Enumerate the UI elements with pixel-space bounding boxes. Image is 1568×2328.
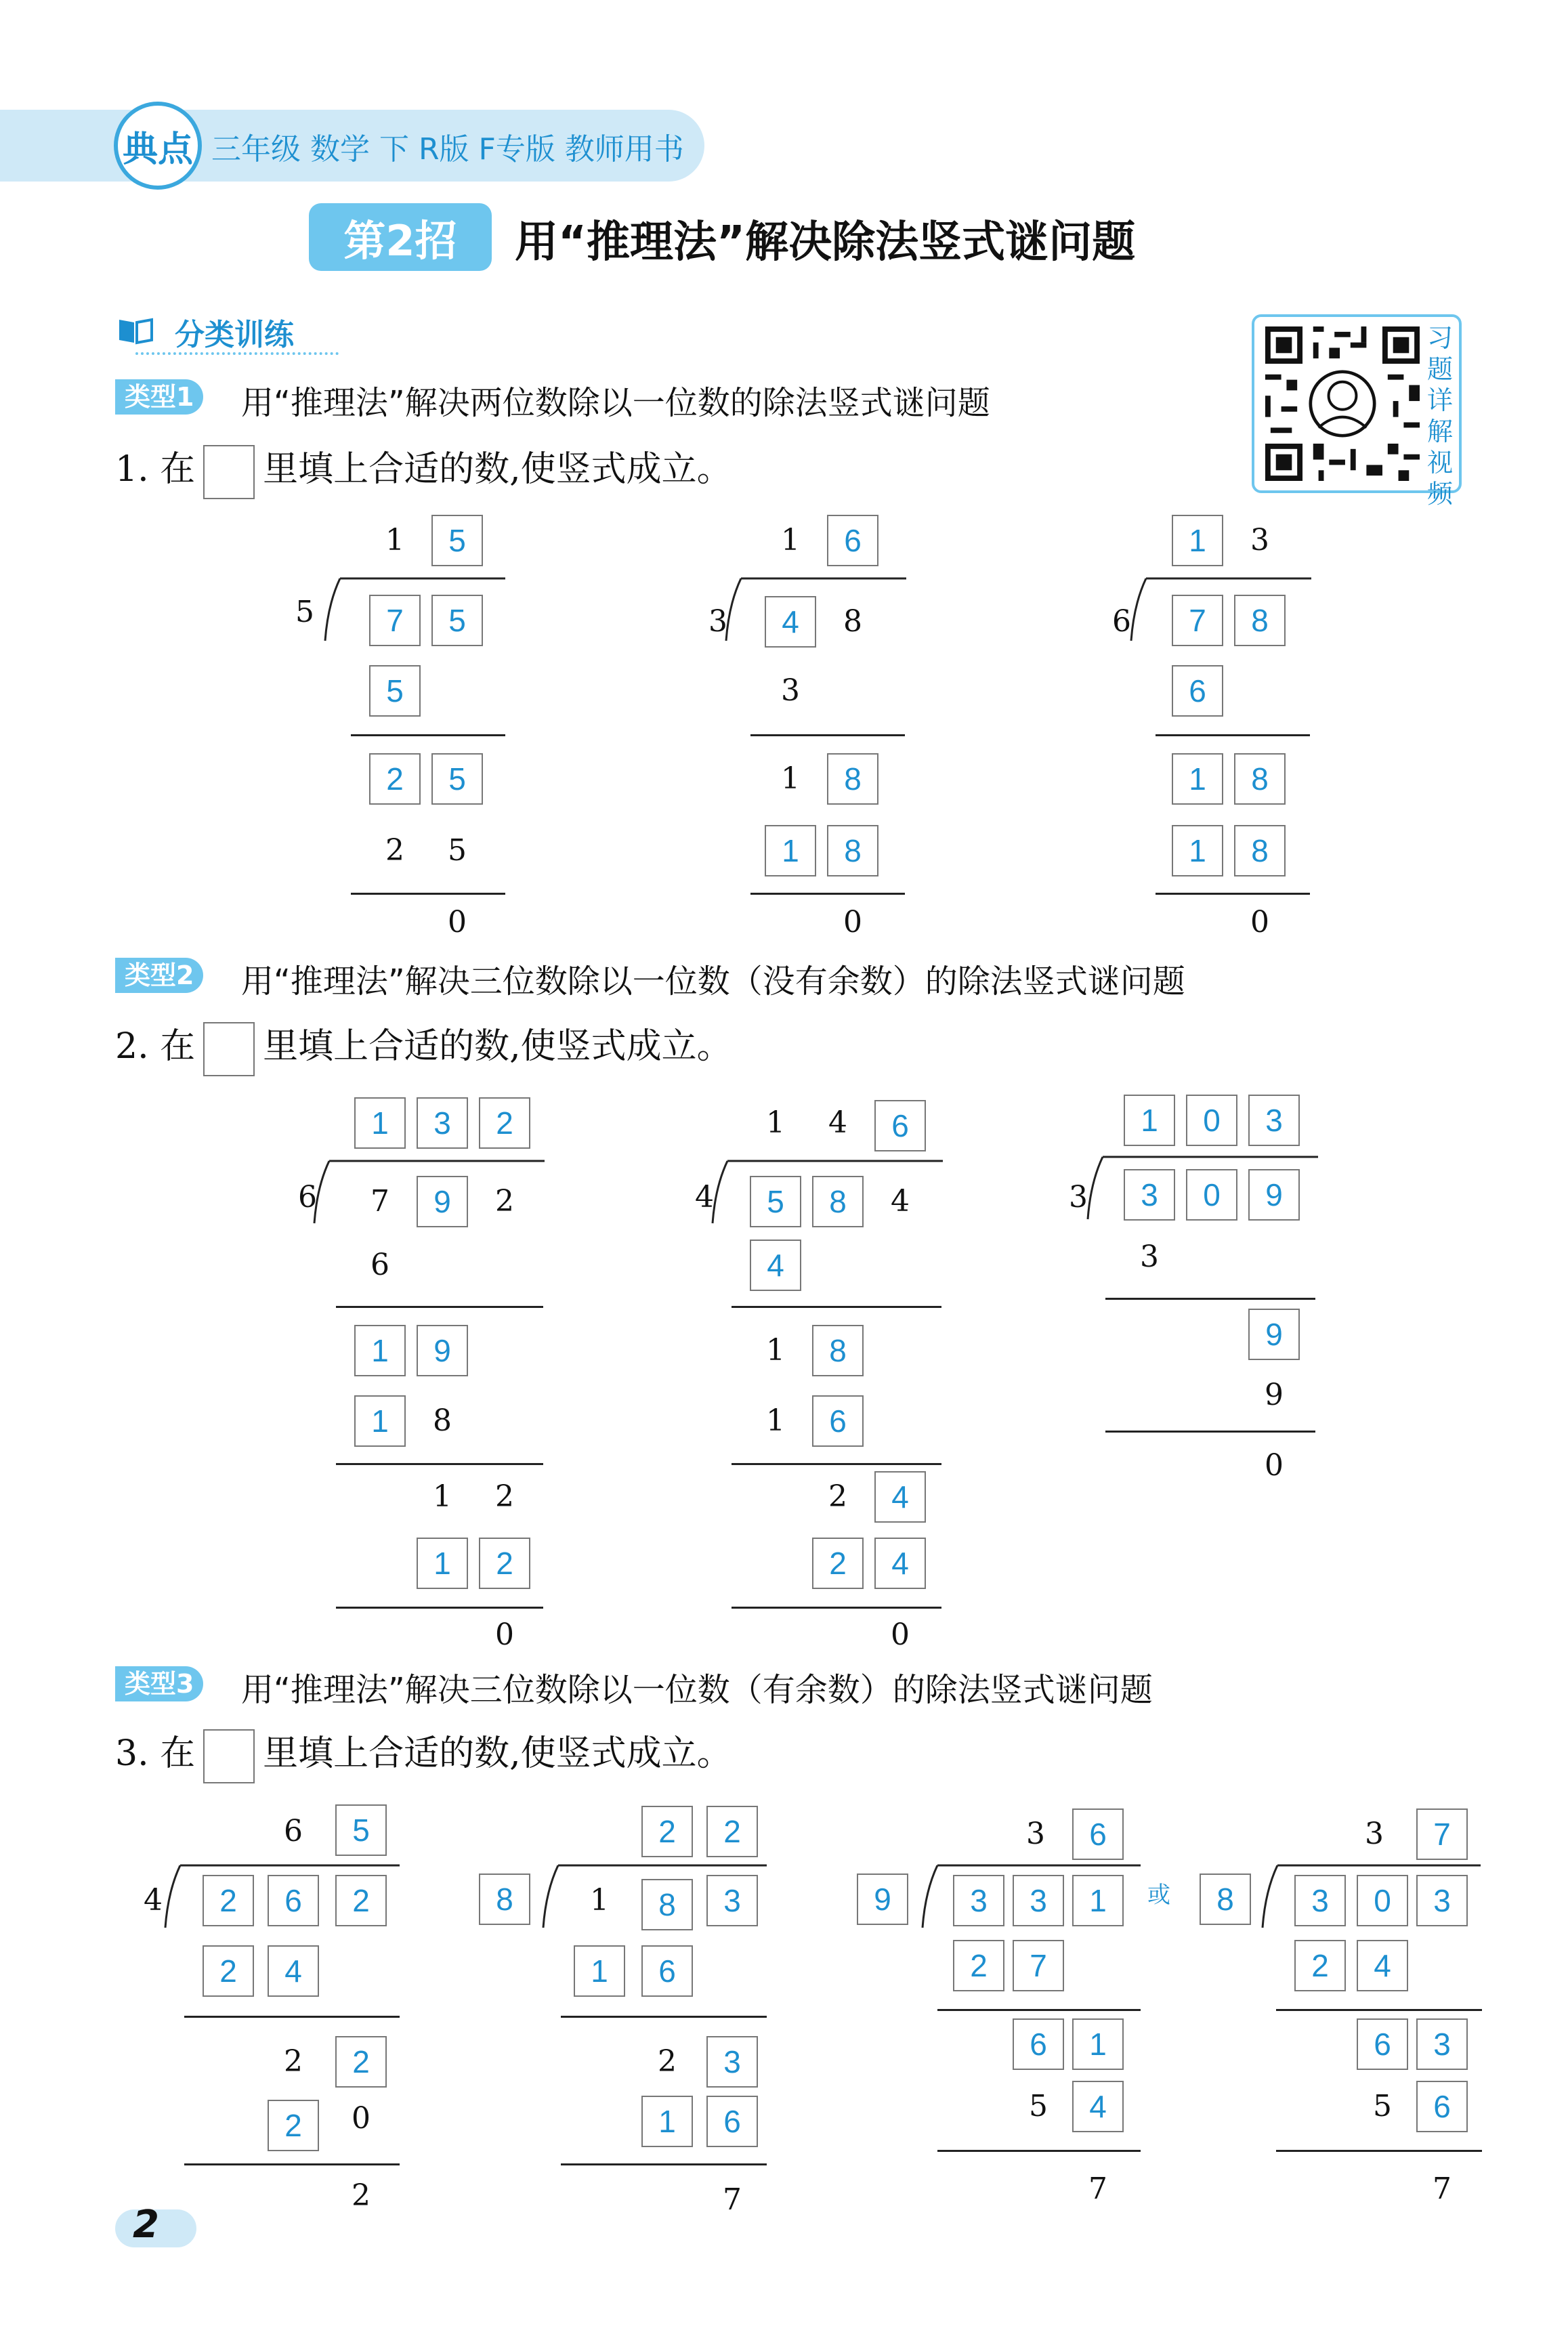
digit: 0 [495, 1617, 514, 1652]
division-line [336, 1306, 543, 1308]
digit: 2 [352, 2178, 370, 2213]
answer-box[interactable]: 4 [874, 1538, 926, 1589]
answer-box[interactable]: 6 [268, 1875, 319, 1926]
digit: 7 [370, 1184, 389, 1219]
answer-box[interactable]: 1 [765, 825, 816, 876]
title-badge-text: 第2招 [343, 215, 457, 266]
digit: 0 [352, 2101, 370, 2136]
type-title-1: 用“推理法”解决两位数除以一位数的除法竖式谜问题 [241, 384, 990, 422]
digit: 2 [495, 1479, 514, 1514]
answer-box[interactable]: 8 [827, 753, 878, 805]
answer-box[interactable]: 4 [1357, 1940, 1408, 1991]
digit: 5 [1029, 2089, 1048, 2123]
digit: 3 [1140, 1240, 1159, 1274]
answer-box[interactable]: 8 [827, 825, 878, 876]
answer-box[interactable]: 3 [1013, 1875, 1064, 1926]
digit: 2 [828, 1479, 847, 1514]
answer-box[interactable]: 3 [706, 2036, 758, 2088]
answer-box[interactable]: 2 [335, 1875, 387, 1926]
answer-box[interactable]: 3 [1124, 1169, 1175, 1221]
answer-box[interactable]: 6 [1072, 1808, 1124, 1860]
answer-box[interactable]: 2 [641, 1806, 693, 1857]
answer-box[interactable]: 2 [812, 1538, 864, 1589]
digit: 4 [695, 1180, 714, 1214]
answer-box[interactable]: 2 [479, 1538, 530, 1589]
digit: 5 [1373, 2089, 1392, 2123]
answer-box[interactable]: 1 [641, 2096, 693, 2147]
answer-box[interactable]: 3 [1416, 2018, 1468, 2070]
answer-box[interactable]: 8 [812, 1325, 864, 1376]
division-line [750, 734, 905, 736]
answer-box[interactable]: 8 [1234, 753, 1286, 805]
answer-box[interactable]: 6 [827, 515, 878, 566]
section-underline [135, 352, 339, 355]
answer-box[interactable]: 7 [1013, 1940, 1064, 1991]
digit: 4 [828, 1105, 847, 1140]
answer-box[interactable]: 2 [203, 1875, 254, 1926]
division-line [561, 2016, 767, 2018]
digit: 0 [448, 905, 467, 939]
brand-logo [114, 102, 202, 190]
digit: 0 [891, 1617, 910, 1652]
division-line [732, 1306, 941, 1308]
digit: 9 [1265, 1378, 1284, 1412]
digit: 5 [448, 833, 467, 868]
answer-box[interactable]: 8 [1234, 595, 1286, 646]
brand-logo-text: 典点 [122, 129, 193, 170]
digit: 1 [385, 523, 404, 557]
answer-box[interactable]: 1 [1072, 2018, 1124, 2070]
digit: 1 [766, 1333, 785, 1368]
answer-box[interactable]: 3 [706, 1875, 758, 1926]
digit: 7 [723, 2182, 742, 2217]
answer-box[interactable]: 2 [335, 2036, 387, 2088]
qr-code-panel[interactable] [1252, 314, 1462, 509]
division-line [351, 734, 505, 736]
digit: 1 [781, 761, 800, 796]
division-line [351, 893, 505, 895]
page-title: 用“推理法”解决除法竖式谜问题 [515, 217, 1136, 268]
answer-box[interactable]: 5 [431, 515, 483, 566]
answer-box[interactable]: 1 [574, 1945, 625, 1997]
digit: 8 [433, 1403, 452, 1438]
division-line [184, 2016, 400, 2018]
answer-box[interactable]: 6 [641, 1945, 693, 1997]
answer-box[interactable]: 5 [431, 595, 483, 646]
answer-box[interactable]: 4 [874, 1471, 926, 1523]
division-line [184, 2163, 400, 2165]
question-1-prefix: 1. 在 [115, 449, 196, 490]
answer-box[interactable]: 4 [1072, 2081, 1124, 2132]
digit: 7 [1088, 2172, 1107, 2206]
answer-box[interactable]: 1 [1172, 515, 1223, 566]
type-badge-1: 类型1 [115, 379, 203, 415]
division-line [336, 1607, 543, 1609]
digit: 1 [766, 1403, 785, 1438]
answer-box[interactable]: 5 [369, 665, 421, 717]
answer-box[interactable]: 9 [857, 1874, 908, 1925]
answer-box[interactable]: 0 [1186, 1169, 1237, 1221]
division-line [1105, 1298, 1315, 1300]
answer-box[interactable]: 8 [812, 1176, 864, 1227]
digit: 3 [1365, 1817, 1384, 1851]
division-line [937, 2009, 1141, 2011]
answer-box[interactable]: 6 [1357, 2018, 1408, 2070]
division-line [1105, 1431, 1315, 1433]
answer-box[interactable]: 8 [1200, 1874, 1251, 1925]
digit: 3 [1250, 523, 1269, 557]
digit: 2 [385, 833, 404, 868]
division-line [937, 2150, 1141, 2152]
answer-box[interactable]: 9 [1248, 1309, 1300, 1360]
answer-box[interactable]: 0 [1357, 1875, 1408, 1926]
digit: 2 [495, 1184, 514, 1219]
digit: 5 [295, 595, 314, 629]
header-text: 三年级 数学 下 R版 F专版 教师用书 [211, 132, 684, 167]
type-badge-2: 类型2 [115, 958, 203, 993]
question-2-prefix: 2. 在 [115, 1026, 196, 1067]
answer-box-sample [203, 445, 255, 499]
answer-box[interactable]: 8 [479, 1874, 530, 1925]
digit: 6 [298, 1180, 317, 1214]
answer-box[interactable]: 3 [953, 1875, 1004, 1926]
digit: 3 [781, 673, 800, 708]
answer-box[interactable]: 7 [1416, 1808, 1468, 1860]
book-icon [116, 316, 154, 345]
answer-box[interactable]: 3 [1248, 1095, 1300, 1146]
answer-box[interactable]: 1 [354, 1325, 406, 1376]
section-label: 分类训练 [175, 318, 294, 352]
answer-box[interactable]: 2 [268, 2100, 319, 2151]
question-3 [115, 1724, 732, 1783]
digit: 3 [1026, 1817, 1045, 1851]
digit: 7 [1433, 2172, 1452, 2206]
qr-caption: 习题详解视频 [1426, 323, 1453, 509]
type-title-2: 用“推理法”解决三位数除以一位数（没有余数）的除法竖式谜问题 [241, 962, 1185, 1000]
type-badge-3: 类型3 [115, 1666, 203, 1701]
answer-box[interactable]: 6 [1416, 2081, 1468, 2132]
division-line [732, 1463, 941, 1465]
answer-box[interactable]: 4 [268, 1945, 319, 1997]
page-number: 2 [133, 2203, 159, 2247]
division-line [1156, 734, 1310, 736]
division-line [1156, 893, 1310, 895]
division-line [732, 1607, 941, 1609]
answer-box[interactable]: 3 [1416, 1875, 1468, 1926]
digit: 0 [1265, 1448, 1284, 1483]
answer-box[interactable]: 2 [479, 1097, 530, 1149]
question-3-suffix: 里填上合适的数,使竖式成立。 [263, 1733, 732, 1774]
answer-box[interactable]: 0 [1186, 1095, 1237, 1146]
answer-box[interactable]: 1 [354, 1097, 406, 1149]
answer-box[interactable]: 9 [1248, 1169, 1300, 1221]
question-3-prefix: 3. 在 [115, 1733, 196, 1774]
answer-box[interactable]: 3 [417, 1097, 468, 1149]
answer-box[interactable]: 5 [431, 753, 483, 805]
answer-box[interactable]: 9 [417, 1325, 468, 1376]
digit: 1 [781, 523, 800, 557]
digit: 3 [1069, 1180, 1088, 1214]
answer-box[interactable]: 1 [417, 1538, 468, 1589]
question-2-suffix: 里填上合适的数,使竖式成立。 [263, 1026, 732, 1067]
answer-box[interactable]: 1 [354, 1395, 406, 1447]
digit: 8 [843, 604, 862, 639]
question-1-suffix: 里填上合适的数,使竖式成立。 [263, 449, 732, 490]
division-line [750, 893, 905, 895]
answer-box[interactable]: 1 [1072, 1875, 1124, 1926]
answer-box[interactable]: 2 [203, 1945, 254, 1997]
title-badge [309, 203, 492, 271]
digit: 2 [284, 2044, 303, 2079]
type-title-3: 用“推理法”解决三位数除以一位数（有余数）的除法竖式谜问题 [241, 1671, 1153, 1709]
answer-box[interactable]: 8 [641, 1879, 693, 1930]
division-line [1276, 2009, 1482, 2011]
digit: 0 [1250, 905, 1269, 939]
answer-box[interactable]: 1 [1124, 1095, 1175, 1146]
division-line [1276, 2150, 1482, 2152]
question-1 [115, 440, 732, 499]
division-line [336, 1463, 543, 1465]
answer-box[interactable]: 6 [1172, 665, 1223, 717]
digit: 6 [370, 1248, 389, 1282]
answer-box[interactable]: 6 [874, 1100, 926, 1151]
answer-box[interactable]: 6 [706, 2096, 758, 2147]
digit: 6 [284, 1814, 303, 1848]
digit: 1 [433, 1479, 452, 1514]
answer-box[interactable]: 3 [1294, 1875, 1346, 1926]
answer-box[interactable]: 1 [1172, 825, 1223, 876]
answer-box[interactable]: 4 [765, 596, 816, 648]
answer-box[interactable]: 1 [1172, 753, 1223, 805]
digit: 4 [891, 1184, 910, 1219]
answer-box[interactable]: 7 [369, 595, 421, 646]
qr-code-icon [1265, 326, 1420, 481]
answer-box[interactable]: 5 [750, 1176, 801, 1227]
digit: 6 [1112, 604, 1131, 639]
answer-box-sample [203, 1022, 255, 1076]
answer-box[interactable]: 9 [417, 1176, 468, 1227]
answer-box[interactable]: 2 [706, 1806, 758, 1857]
answer-box[interactable]: 8 [1234, 825, 1286, 876]
digit: 1 [590, 1883, 609, 1918]
answer-box-sample [203, 1729, 255, 1783]
answer-box[interactable]: 6 [812, 1395, 864, 1447]
digit: 0 [843, 905, 862, 939]
answer-box[interactable]: 2 [369, 753, 421, 805]
digit: 2 [658, 2044, 677, 2079]
or-label: 或 [1147, 1882, 1170, 1909]
answer-box[interactable]: 4 [750, 1240, 801, 1291]
digit: 3 [708, 604, 727, 639]
question-2 [115, 1017, 732, 1076]
answer-box[interactable]: 6 [1013, 2018, 1064, 2070]
answer-box[interactable]: 7 [1172, 595, 1223, 646]
digit: 1 [766, 1105, 785, 1140]
answer-box[interactable]: 2 [1294, 1940, 1346, 1991]
answer-box[interactable]: 5 [335, 1804, 387, 1856]
digit: 4 [144, 1883, 163, 1918]
answer-box[interactable]: 2 [953, 1940, 1004, 1991]
division-line [561, 2163, 767, 2165]
